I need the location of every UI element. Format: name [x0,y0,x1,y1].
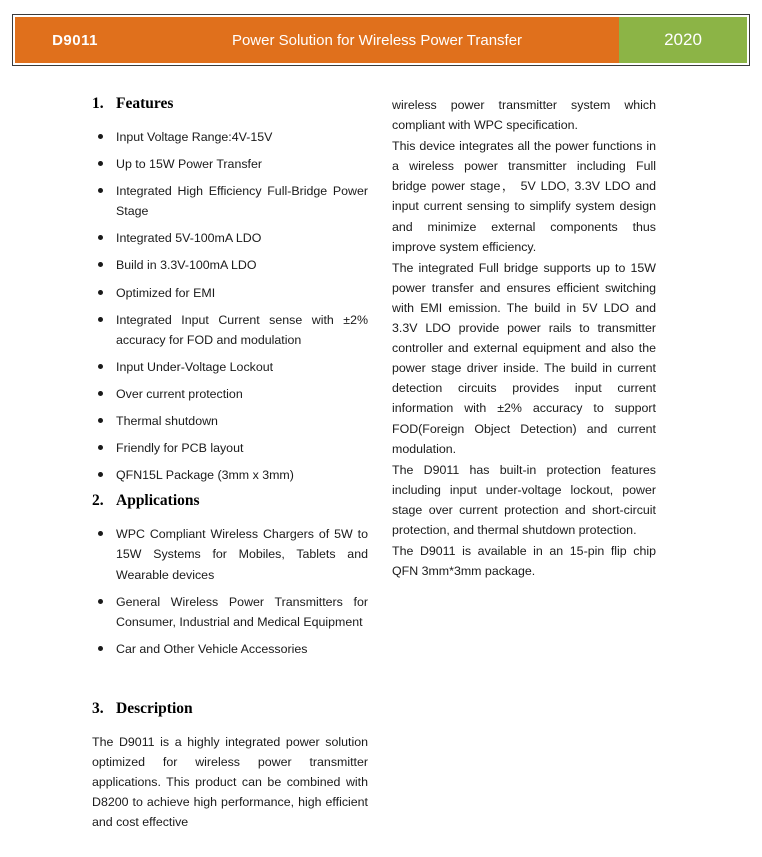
list-item: Build in 3.3V-100mA LDO [92,255,368,275]
list-item: Input Under-Voltage Lockout [92,357,368,377]
list-item: Up to 15W Power Transfer [92,154,368,174]
list-item: Integrated 5V-100mA LDO [92,228,368,248]
list-item: Optimized for EMI [92,283,368,303]
list-item: Car and Other Vehicle Accessories [92,639,368,659]
features-heading-title: Features [116,95,174,112]
list-item: WPC Compliant Wireless Chargers of 5W to 15W Systems for Mobiles, Tablets and Wearable devices [92,524,368,584]
right-column [380,95,762,666]
description-section [0,700,380,833]
applications-heading-title: Applications [116,492,200,510]
description-paragraph: The D9011 is available in an 15-pin flip chip QFN 3mm*3mm package. [392,544,656,579]
left-column [0,95,380,666]
features-list [92,127,368,485]
applications-list [92,524,368,659]
header-document-title: Power Solution for Wireless Power Transfer [135,17,619,63]
page-header-banner [12,14,750,66]
applications-heading-number: 2. [92,492,104,510]
description-heading [92,700,368,718]
applications-heading [92,492,368,510]
header-year: 2020 [619,17,747,63]
list-item: General Wireless Power Transmitters for Consumer, Industrial and Medical Equipment [92,592,368,632]
list-item: QFN15L Package (3mm x 3mm) [92,465,368,485]
features-heading [92,95,368,113]
list-item: Friendly for PCB layout [92,438,368,458]
header-product-code: D9011 [15,17,135,63]
description-paragraph: The D9011 has built-in protection features including input under-voltage lockout, power stage over current protection and short-circuit protection, and thermal shutdown protection. [392,462,656,537]
list-item: Integrated Input Current sense with ±2% accuracy for FOD and modulation [92,310,368,350]
description-heading-number: 3. [92,700,104,717]
description-paragraph: The D9011 is a highly integrated power solution optimized for wireless power transmitter applications. This product can be combined with D8200 to achieve high performance, high efficient and cost effective [92,735,368,830]
description-paragraph: The integrated Full bridge supports up to 15W power transfer and ensures efficient switching with EMI emission. The build in 5V LDO and 3.3V LDO provide power rails to transmitter controller and external equipment and also the power stage driver inside. The build in current detection circuits provides input current information with ±2% accuracy to support FOD(Foreign Object Detection) and current modulation. [392,260,656,456]
list-item: Integrated High Efficiency Full-Bridge Power Stage [92,181,368,221]
description-paragraph: wireless power transmitter system which compliant with WPC specification. [392,98,656,133]
document-columns [0,95,762,666]
list-item: Thermal shutdown [92,411,368,431]
list-item: Over current protection [92,384,368,404]
list-item: Input Voltage Range:4V-15V [92,127,368,147]
features-heading-number: 1. [92,95,104,112]
description-heading-title: Description [116,700,193,717]
description-paragraph: This device integrates all the power functions in a wireless power transmitter including Full bridge power stage， 5V LDO, 3.3V LDO and input current sensing to simplify system design and minimize external components thus improve system efficiency. [392,139,656,254]
